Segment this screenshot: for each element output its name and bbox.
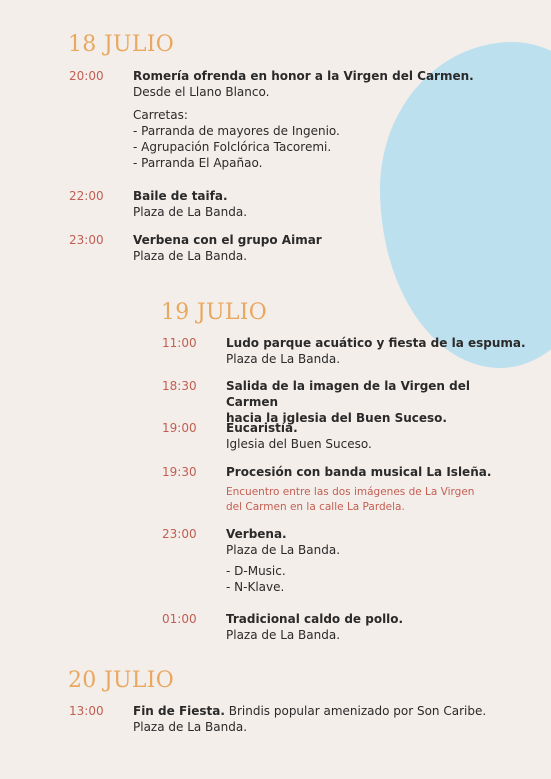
event-time: 13:00 [69, 704, 104, 718]
event-time: 22:00 [69, 189, 104, 203]
event-content [133, 232, 493, 264]
event-extra-line: - Parranda El Apañao. [133, 156, 263, 170]
event-extra-line: - Agrupación Folclórica Tacoremi. [133, 140, 332, 154]
event-extra-line: - Parranda de mayores de Ingenio. [133, 124, 340, 138]
event-place: Plaza de La Banda. [133, 205, 248, 219]
event-content [226, 526, 526, 595]
event-title-suffix: Brindis popular amenizado por Son Caribe. [224, 704, 487, 718]
event-place: Plaza de La Banda. [226, 543, 341, 557]
event-content [226, 464, 526, 515]
event-time: 20:00 [69, 69, 104, 83]
event-title: Romería ofrenda en honor a la Virgen del Carmen. [133, 69, 474, 83]
event-title: Procesión con banda musical La Isleña. [226, 465, 492, 479]
event-place: Plaza de La Banda. [133, 720, 248, 734]
event-time: 11:00 [162, 336, 197, 350]
event-extra-line: - D-Music. [226, 564, 286, 578]
event-content [226, 378, 526, 426]
event-extra-heading: Carretas: [133, 108, 188, 122]
day-heading-19: 19 JULIO [161, 300, 268, 325]
event-extra-line: - N-Klave. [226, 580, 285, 594]
event-content [133, 188, 493, 220]
event-title: Verbena con el grupo Aimar [133, 233, 322, 247]
event-place: Iglesia del Buen Suceso. [226, 437, 372, 451]
event-title: Ludo parque acuático y fiesta de la espuma. [226, 336, 526, 350]
event-time: 19:30 [162, 465, 197, 479]
event-content [226, 335, 526, 367]
event-content [133, 68, 493, 171]
event-place: Plaza de La Banda. [226, 352, 341, 366]
event-time: 19:00 [162, 421, 197, 435]
event-place: Plaza de La Banda. [226, 628, 341, 642]
event-title-line: Salida de la imagen de la Virgen del Carmen [226, 379, 470, 409]
event-time: 01:00 [162, 612, 197, 626]
event-content [133, 703, 533, 735]
day-heading-18: 18 JULIO [68, 32, 175, 57]
event-title-line: hacia la iglesia del Buen Suceso. [226, 411, 447, 425]
event-title: Fin de Fiesta. [133, 704, 225, 718]
event-title: Eucaristía. [226, 421, 298, 435]
event-place: Plaza de La Banda. [133, 249, 248, 263]
event-content [226, 611, 526, 643]
event-title: Verbena. [226, 527, 287, 541]
event-title: Tradicional caldo de pollo. [226, 612, 404, 626]
event-note-line: Encuentro entre las dos imágenes de La Virgen [226, 486, 475, 498]
event-content [226, 420, 526, 452]
event-place: Desde el Llano Blanco. [133, 85, 270, 99]
event-time: 23:00 [162, 527, 197, 541]
event-time: 23:00 [69, 233, 104, 247]
day-heading-20: 20 JULIO [68, 668, 175, 693]
event-time: 18:30 [162, 379, 197, 393]
event-title: Baile de taifa. [133, 189, 228, 203]
event-note-line: del Carmen en la calle La Pardela. [226, 501, 405, 513]
